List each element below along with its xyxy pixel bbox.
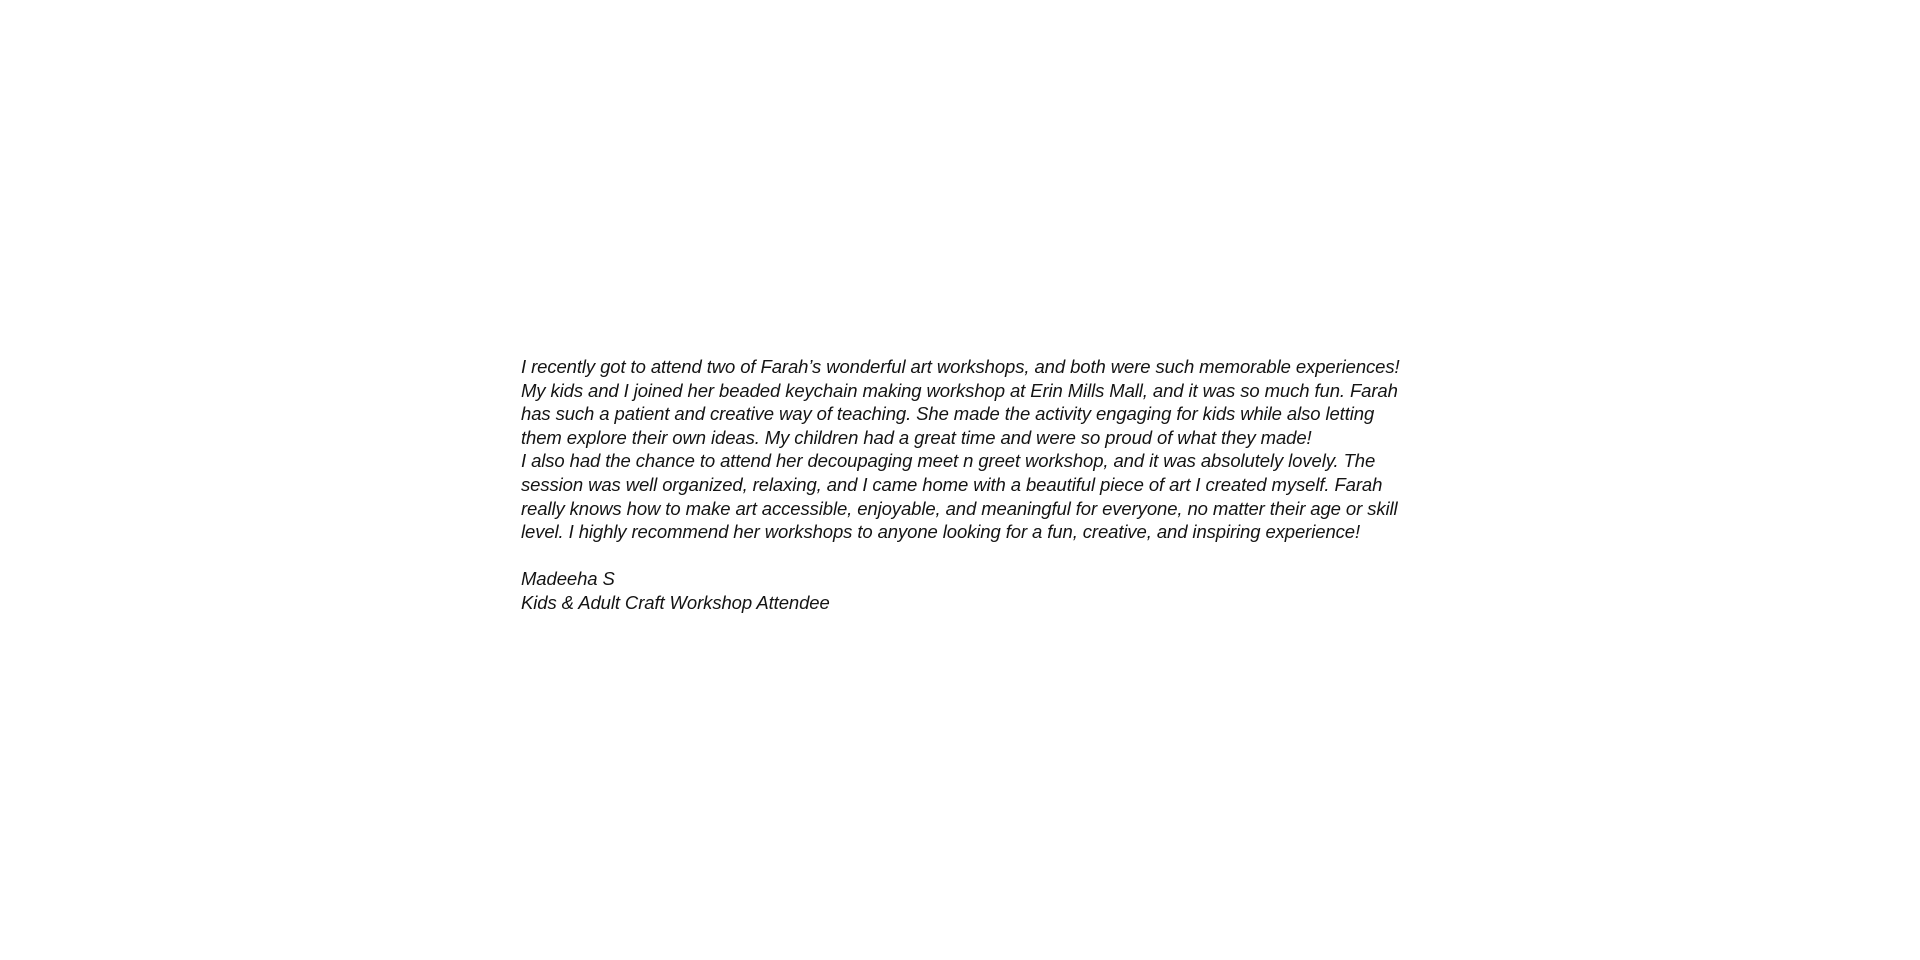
testimonial-line-3: has such a patient and creative way of teaching. She made the activity engaging for kids while also letting xyxy=(521,403,1375,425)
author-name: Madeeha S xyxy=(521,568,615,590)
testimonial-line-4: them explore their own ideas. My children had a great time and were so proud of what they made! xyxy=(521,426,1312,448)
author-role: Kids & Adult Craft Workshop Attendee xyxy=(521,591,830,613)
paragraph-gap xyxy=(521,544,1441,568)
testimonial-line-7: really knows how to make art accessible, enjoyable, and meaningful for everyone, no matter their age or skill xyxy=(521,497,1398,519)
testimonial-line-2: My kids and I joined her beaded keychain making workshop at Erin Mills Mall, and it was so much fun. Farah xyxy=(521,379,1398,401)
testimonial-block xyxy=(521,355,1441,615)
testimonial-line-8: level. I highly recommend her workshops to anyone looking for a fun, creative, and inspiring experience! xyxy=(521,521,1361,543)
testimonial-line-6: session was well organized, relaxing, and I came home with a beautiful piece of art I created myself. Farah xyxy=(521,473,1383,495)
testimonial-line-1: I recently got to attend two of Farah’s wonderful art workshops, and both were such memorable experiences! xyxy=(521,356,1400,377)
testimonial-line-5: I also had the chance to attend her decoupaging meet n greet workshop, and it was absolutely lovely. The xyxy=(521,450,1376,472)
